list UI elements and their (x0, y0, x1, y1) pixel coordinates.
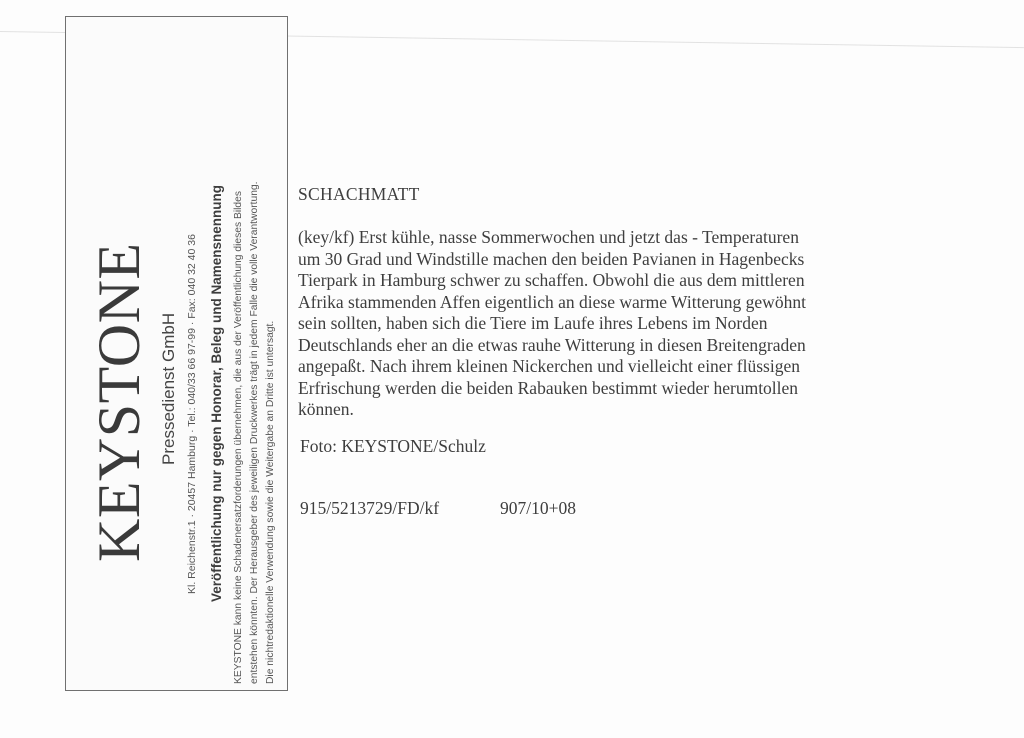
stamp-brand: KEYSTONE (86, 242, 152, 562)
stamp-legal-line: entstehen könnten. Der Herausgeber des jeweiligen Druckwerkes trägt in jedem Falle die volle Verantwortung. (249, 181, 260, 684)
photo-credit: Foto: KEYSTONE/Schulz (300, 436, 486, 456)
reference-number: 915/5213729/FD/kf (300, 498, 440, 518)
caption-body-line: Afrika stammenden Affen eigentlich an diese warme Witterung gewöhnt (298, 291, 806, 312)
caption-body-line: angepaßt. Nach ihrem kleinen Nickerchen und vielleicht einer flüssigen (298, 356, 800, 376)
stamp-legal-line: Die nichtredaktionelle Verwendung sowie die Weitergabe an Dritte ist untersagt. (265, 320, 276, 684)
caption-body-line: Deutschlands eher an die etwas rauhe Witterung in diesen Breitengraden (298, 334, 806, 355)
stamp-legal-line: KEYSTONE kann keine Schadenersatzforderungen übernehmen, die aus der Veröffentlichung dieses Bildes (233, 190, 244, 684)
stamp-rotated-content (66, 17, 287, 690)
stamp-address: Kl. Reichenstr.1 · 20457 Hamburg · Tel.: 040/33 66 97-99 · Fax: 040 32 40 36 (186, 234, 198, 594)
stamp-notice: Veröffentlichung nur gegen Honorar, Beleg und Namensnennung (209, 184, 224, 602)
caption-body-line: Erfrischung werden die beiden Rabauken bestimmt wieder herumtollen (298, 377, 799, 398)
stamp-subbrand: Pressedienst GmbH (159, 312, 178, 465)
caption-body (298, 227, 806, 421)
caption-body-line: sein sollten, haben sich die Tiere im Laufe ihres Lebens im Norden (298, 313, 768, 333)
keystone-stamp (65, 16, 288, 691)
caption-body-line: Tierpark in Hamburg schwer zu schaffen. Obwohl die aus dem mittleren (298, 270, 805, 290)
caption-body-line: können. (298, 399, 354, 419)
caption-body-line: (key/kf) Erst kühle, nasse Sommerwochen und jetzt das - Temperaturen (298, 227, 799, 247)
reference-code: 907/10+08 (500, 498, 576, 518)
caption-title: SCHACHMATT (298, 184, 420, 204)
caption-body-line: um 30 Grad und Windstille machen den beiden Pavianen in Hagenbecks (298, 248, 805, 269)
